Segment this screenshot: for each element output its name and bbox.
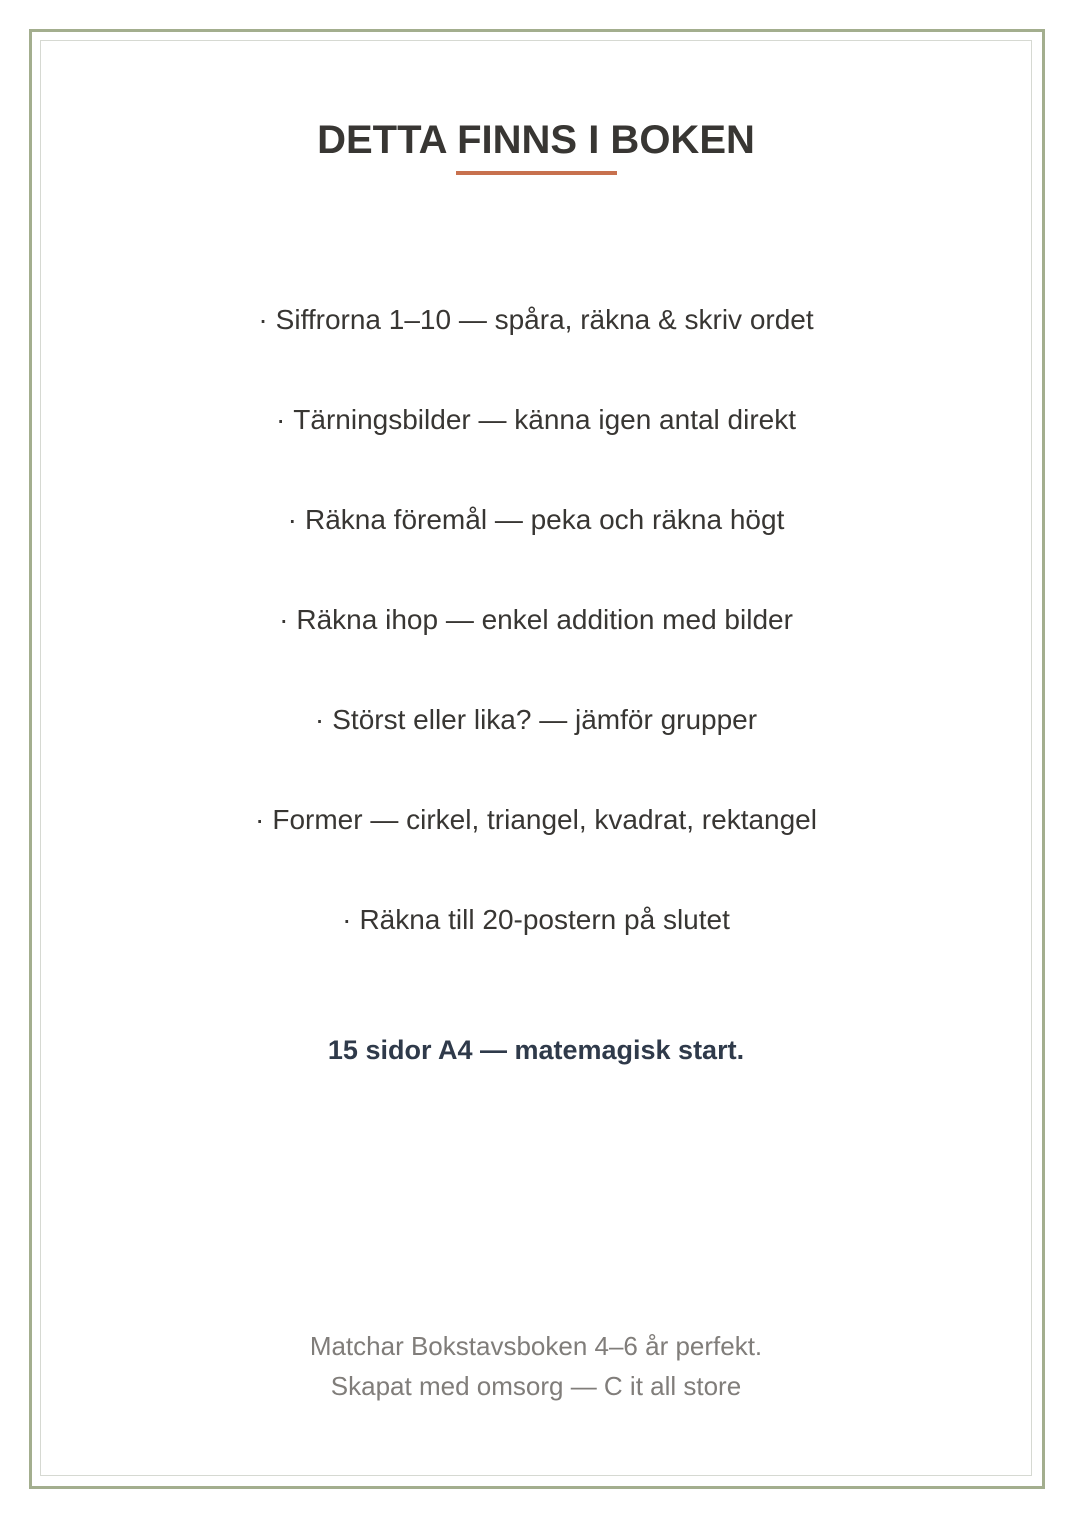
bullet-icon: · (314, 704, 325, 735)
list-item-text: Räkna ihop — enkel addition med bilder (296, 604, 793, 635)
list-item (0, 495, 1072, 595)
list-item-text: Räkna föremål — peka och räkna högt (304, 504, 785, 535)
page-title: DETTA FINNS I BOKEN (317, 118, 755, 162)
list-item-text: Störst eller lika? — jämför grupper (332, 704, 758, 735)
contents-list (0, 295, 1072, 995)
bullet-icon: · (255, 804, 265, 835)
list-item (0, 295, 1072, 395)
list-item (0, 595, 1072, 695)
tagline: 15 sidor A4 — matemagisk start. (327, 1035, 745, 1065)
title-underline (456, 171, 617, 175)
bullet-icon: · (342, 904, 352, 935)
bullet-icon: · (258, 304, 268, 335)
bullet-icon: · (287, 504, 297, 535)
list-item-text: Former — cirkel, triangel, kvadrat, rektangel (272, 804, 817, 835)
footer-line-2: Skapat med omsorg — C it all store (330, 1371, 742, 1401)
bullet-icon: · (275, 404, 286, 435)
list-item (0, 695, 1072, 795)
list-item (0, 795, 1072, 895)
bullet-icon: · (279, 604, 289, 635)
footer (0, 1326, 1072, 1406)
list-item (0, 395, 1072, 495)
list-item (0, 895, 1072, 995)
list-item-text: Siffrorna 1–10 — spåra, räkna & skriv ordet (275, 304, 814, 335)
list-item-text: Tärningsbilder — känna igen antal direkt (293, 404, 797, 435)
list-item-text: Räkna till 20-postern på slutet (359, 904, 730, 935)
footer-line-1: Matchar Bokstavsboken 4–6 år perfekt. (309, 1331, 763, 1361)
